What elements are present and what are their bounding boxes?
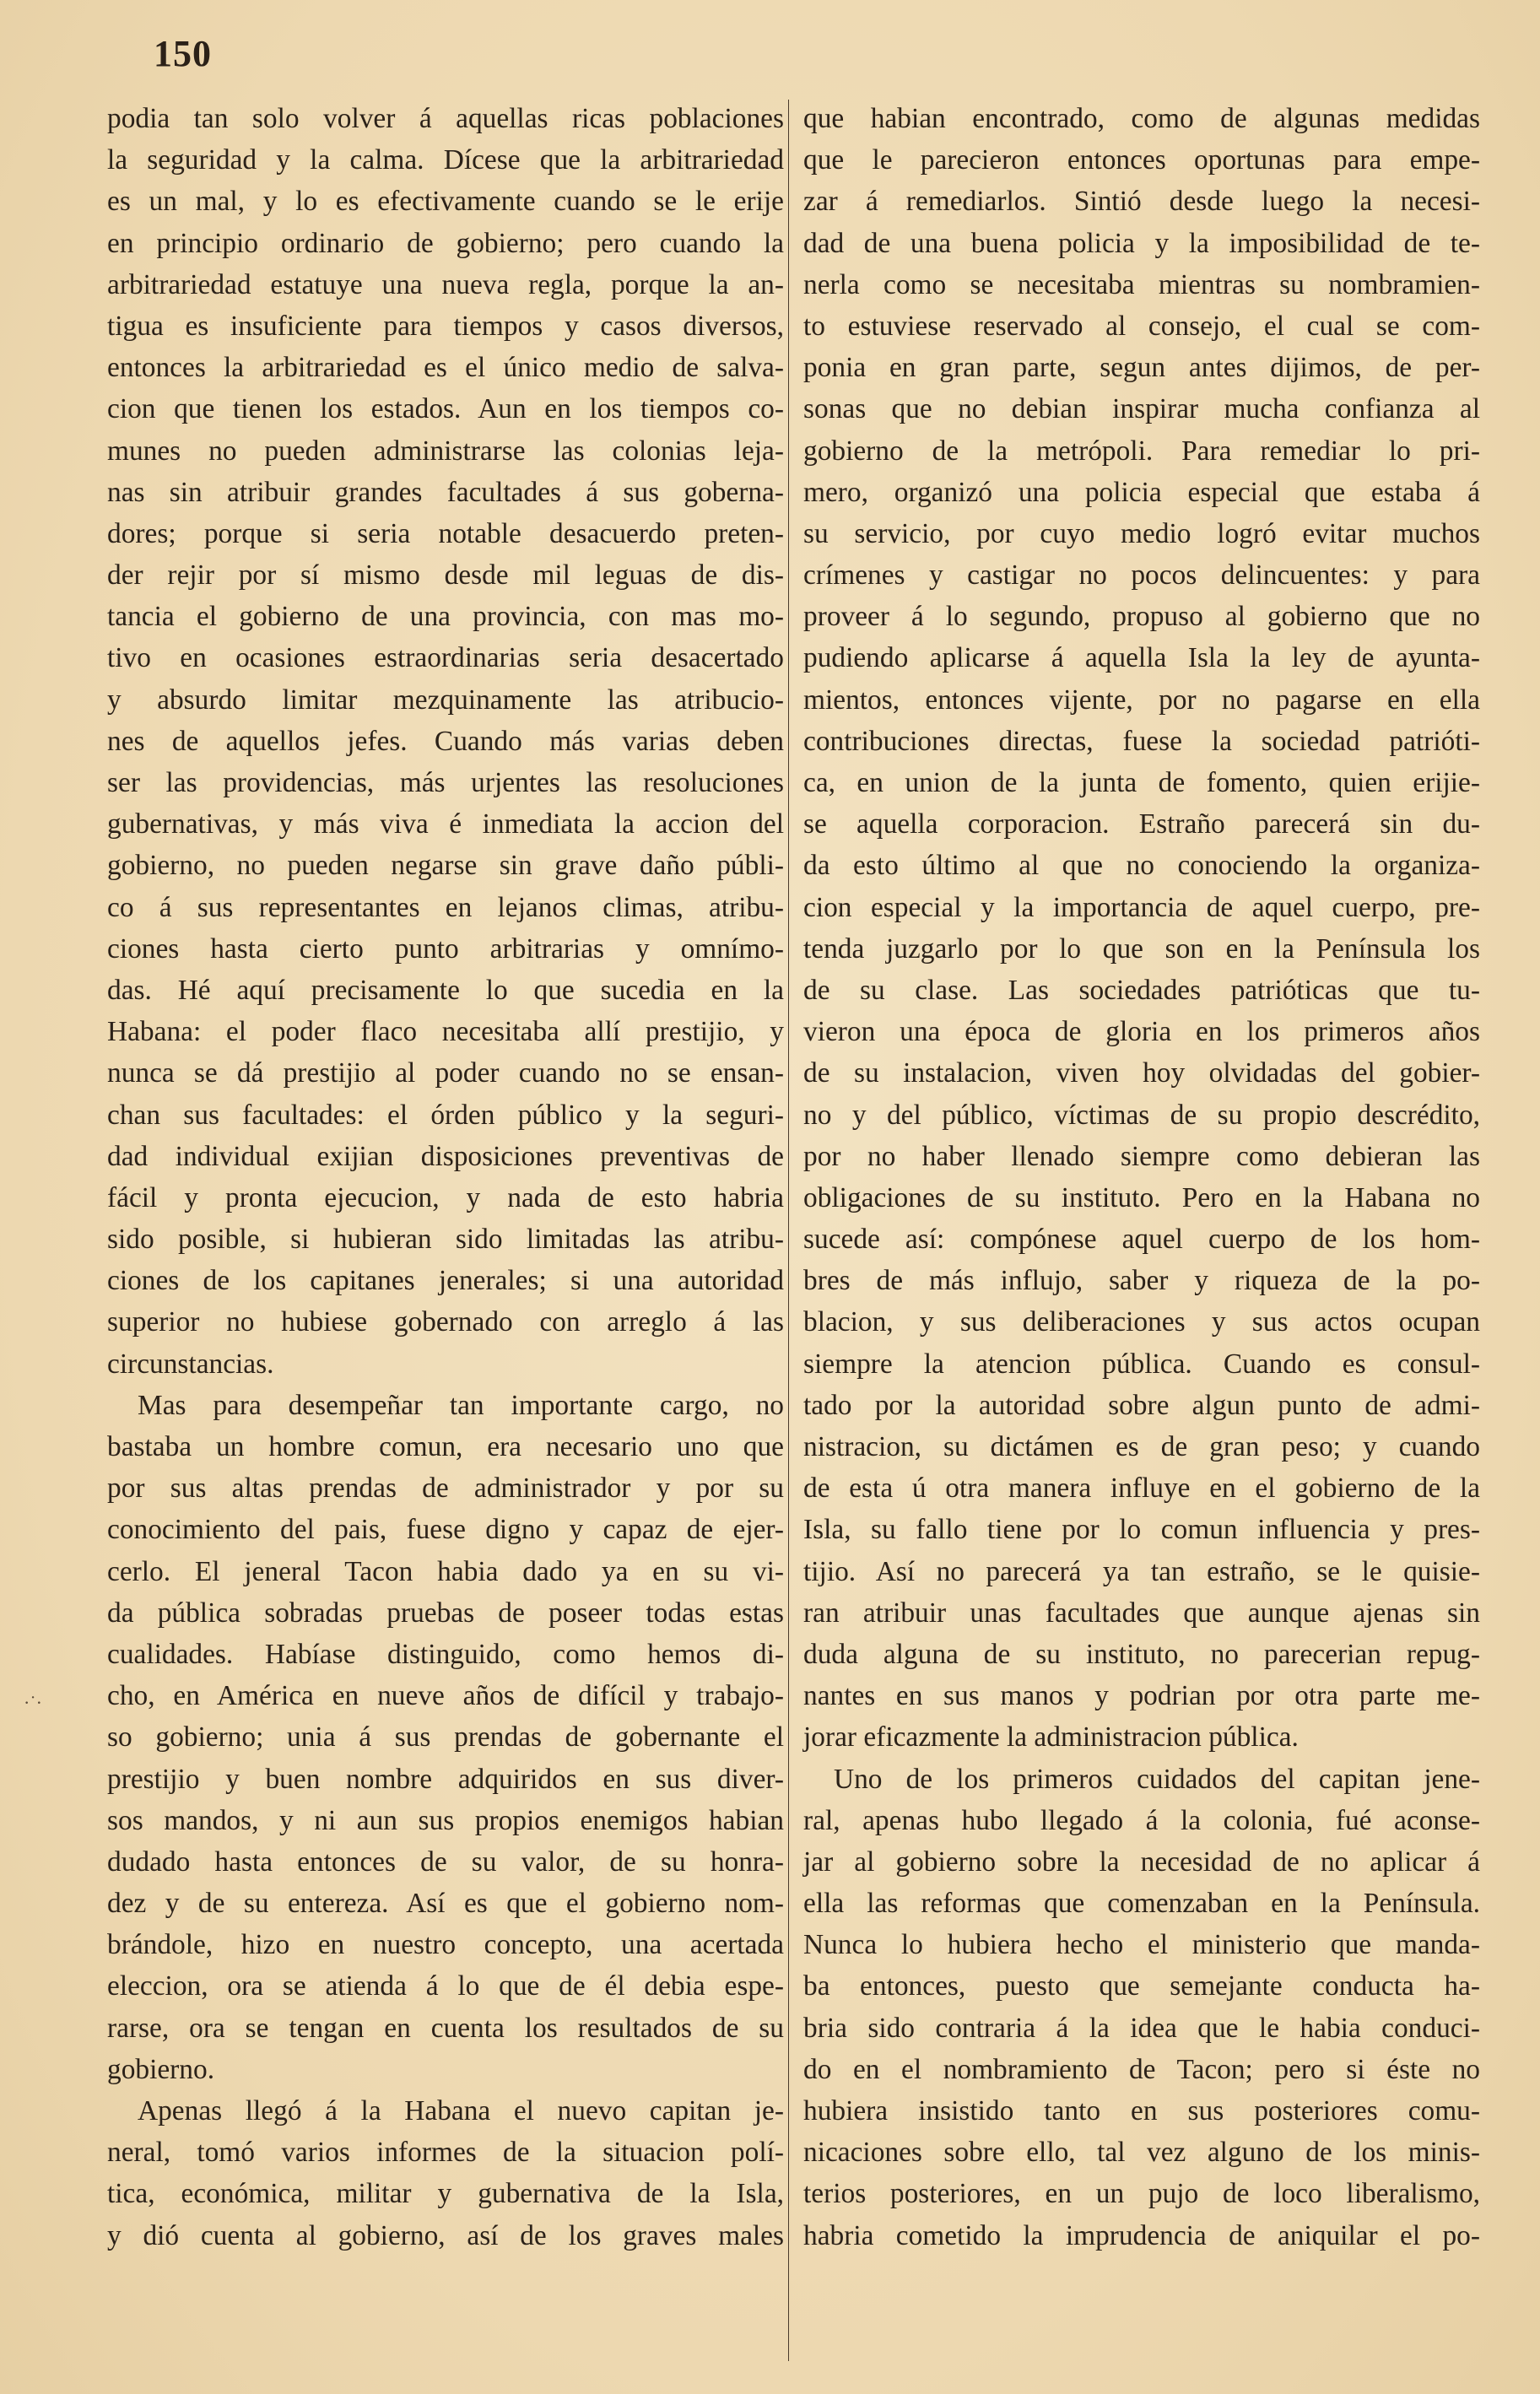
text-line: sonas que no debian inspirar mucha confianza al (803, 393, 1480, 425)
text-line: fácil y pronta ejecucion, y nada de esto habria (107, 1181, 784, 1213)
text-line: gubernativas, y más viva é inmediata la accion del (107, 808, 784, 840)
text-line: blacion, y sus deliberaciones y sus actos ocupan (803, 1306, 1480, 1338)
margin-ink-mark: ·˙· (24, 1692, 42, 1713)
text-line: ella las reformas que comenzaban en la Península. (803, 1888, 1480, 1920)
text-line: tivo en ocasiones estraordinarias seria desacertado (107, 642, 784, 674)
text-line: tenda juzgarlo por lo que son en la Península los (803, 932, 1480, 965)
text-line: ca, en union de la junta de fomento, quien erijie- (803, 767, 1480, 798)
text-line: que habian encontrado, como de algunas medidas (803, 103, 1480, 134)
text-line: terios posteriores, en un pujo de loco liberalismo, (803, 2178, 1480, 2210)
text-line: nunca se dá prestijio al poder cuando no se ensan- (107, 1057, 784, 1089)
text-line: de esta ú otra manera influye en el gobierno de la (803, 1473, 1480, 1505)
text-line: en principio ordinario de gobierno; pero cuando la (107, 227, 784, 259)
text-line: nerla como se necesitaba mientras su nombramien- (803, 268, 1480, 300)
text-line: Nunca lo hubiera hecho el ministerio que manda- (803, 1929, 1480, 1961)
text-line: dez y de su entereza. Así es que el gobierno nom- (107, 1888, 784, 1920)
text-line: co á sus representantes en lejanos climas, atribu- (107, 891, 784, 923)
text-line: mero, organizó una policia especial que estaba á (803, 476, 1480, 508)
text-line: prestijio y buen nombre adquiridos en sus diver- (107, 1763, 784, 1795)
text-line: gobierno de la metrópoli. Para remediar lo pri- (803, 435, 1480, 467)
text-line: Mas para desempeñar tan importante cargo, no (138, 1389, 784, 1421)
text-line: proveer á lo segundo, propuso al gobierno que no (803, 601, 1480, 633)
text-line: sos mandos, y ni aun sus propios enemigos habian (107, 1804, 784, 1836)
text-line: eleccion, ora se atienda á lo que de él debia espe- (107, 1970, 784, 2002)
text-line: se aquella corporacion. Estraño parecerá sin du- (803, 808, 1480, 840)
text-line: mientos, entonces vijente, por no pagarse en ella (803, 684, 1480, 716)
text-line: so gobierno; unia á sus prendas de gobernante el (107, 1721, 784, 1754)
text-line: das. Hé aquí precisamente lo que sucedia en la (107, 974, 784, 1006)
text-line: der rejir por sí mismo desde mil leguas de dis- (107, 559, 784, 592)
text-line: nicaciones sobre ello, tal vez alguno de los minis- (803, 2137, 1480, 2169)
text-line: dad de una buena policia y la imposibilidad de te- (803, 227, 1480, 259)
text-line: tigua es insuficiente para tiempos y casos diversos, (107, 310, 784, 342)
text-line: chan sus facultades: el órden público y la seguri- (107, 1099, 784, 1131)
text-line: hubiera insistido tanto en sus posteriores comu- (803, 2095, 1480, 2126)
text-line: sido posible, si hubieran sido limitadas las atribu- (107, 1224, 784, 1256)
text-line: bastaba un hombre comun, era necesario uno que (107, 1431, 784, 1462)
text-line: gobierno, no pueden negarse sin grave daño públi- (107, 850, 784, 882)
text-line: superior no hubiese gobernado con arreglo á las (107, 1306, 784, 1338)
text-line: cion que tienen los estados. Aun en los tiempos co- (107, 393, 784, 425)
text-line: Isla, su fallo tiene por lo comun influencia y pres- (803, 1514, 1480, 1546)
text-line: ciones hasta cierto punto arbitrarias y omnímo- (107, 932, 784, 965)
text-line: duda alguna de su instituto, no parecerian repug- (803, 1638, 1480, 1670)
text-line: la seguridad y la calma. Dícese que la arbitrariedad (107, 144, 784, 176)
text-line: dores; porque si seria notable desacuerdo preten- (107, 517, 784, 549)
text-line: tado por la autoridad sobre algun punto de admi- (803, 1389, 1480, 1421)
column-divider-rule (788, 100, 789, 2361)
text-line: rarse, ora se tengan en cuenta los resultados de su (107, 2012, 784, 2044)
text-line: por sus altas prendas de administrador y por su (107, 1473, 784, 1505)
text-line: gobierno. (107, 2053, 215, 2085)
text-line: ba entonces, puesto que semejante conducta ha- (803, 1970, 1480, 2002)
text-line: ciones de los capitanes jenerales; si una autoridad (107, 1265, 784, 1297)
text-line: Apenas llegó á la Habana el nuevo capitan je- (138, 2095, 784, 2126)
text-line: y dió cuenta al gobierno, así de los graves males (107, 2219, 784, 2251)
text-line: da esto último al que no conociendo la organiza- (803, 850, 1480, 882)
text-line: nistracion, su dictámen es de gran peso; y cuando (803, 1431, 1480, 1462)
text-line: es un mal, y lo es efectivamente cuando se le erije (107, 186, 784, 218)
text-line: contribuciones directas, fuese la sociedad patrióti- (803, 725, 1480, 757)
text-line: do en el nombramiento de Tacon; pero si éste no (803, 2053, 1480, 2085)
text-line: su servicio, por cuyo medio logró evitar muchos (803, 517, 1480, 549)
text-line: zar á remediarlos. Sintió desde luego la necesi- (803, 186, 1480, 218)
text-line: no y del público, víctimas de su propio descrédito, (803, 1099, 1480, 1131)
text-line: dad individual exijian disposiciones preventivas de (107, 1140, 784, 1172)
text-line: cho, en América en nueve años de difícil y trabajo- (107, 1680, 784, 1712)
text-line: ponia en gran parte, segun antes dijimos, de per- (803, 352, 1480, 384)
text-line: de su clase. Las sociedades patrióticas que tu- (803, 974, 1480, 1006)
text-line: nantes en sus manos y podrian por otra parte me- (803, 1680, 1480, 1712)
text-line: por no haber llenado siempre como debieran las (803, 1140, 1480, 1172)
text-line: y absurdo limitar mezquinamente las atribucio- (107, 684, 784, 716)
text-line: tica, económica, militar y gubernativa de la Isla, (107, 2178, 784, 2210)
text-line: habria cometido la imprudencia de aniquilar el po- (803, 2219, 1480, 2251)
text-line: to estuviese reservado al consejo, el cual se com- (803, 310, 1480, 342)
text-line: circunstancias. (107, 1348, 274, 1380)
text-line: arbitrariedad estatuye una nueva regla, porque la an- (107, 268, 784, 300)
text-line: ral, apenas hubo llegado á la colonia, fué aconse- (803, 1804, 1480, 1836)
text-line: brándole, hizo en nuestro concepto, una acertada (107, 1929, 784, 1961)
right-text-column (803, 98, 1480, 2256)
text-line: Habana: el poder flaco necesitaba allí prestijio, y (107, 1016, 784, 1048)
page-number: 150 (154, 33, 212, 74)
text-line: entonces la arbitrariedad es el único medio de salva- (107, 352, 784, 384)
text-line: obligaciones de su instituto. Pero en la Habana no (803, 1181, 1480, 1213)
text-line: que le parecieron entonces oportunas para empe- (803, 144, 1480, 176)
text-line: da pública sobradas pruebas de poseer todas estas (107, 1597, 784, 1629)
text-line: conocimiento del pais, fuese digno y capaz de ejer- (107, 1514, 784, 1546)
text-line: sucede así: compónese aquel cuerpo de los hom- (803, 1224, 1480, 1256)
text-line: nas sin atribuir grandes facultades á sus goberna- (107, 476, 784, 508)
text-line: pudiendo aplicarse á aquella Isla la ley de ayunta- (803, 642, 1480, 674)
text-line: jorar eficazmente la administracion pública. (803, 1721, 1299, 1754)
text-line: ser las providencias, más urjentes las resoluciones (107, 767, 784, 798)
text-line: tijio. Así no parecerá ya tan estraño, se le quisie- (803, 1555, 1480, 1587)
text-line: bria sido contraria á la idea que le habia conduci- (803, 2012, 1480, 2044)
text-line: cualidades. Habíase distinguido, como hemos di- (107, 1638, 784, 1670)
text-line: cerlo. El jeneral Tacon habia dado ya en su vi- (107, 1555, 784, 1587)
text-line: ran atribuir unas facultades que aunque ajenas sin (803, 1597, 1480, 1629)
text-line: crímenes y castigar no pocos delincuentes: y para (803, 559, 1480, 592)
text-line: neral, tomó varios informes de la situacion polí- (107, 2137, 784, 2169)
text-line: jar al gobierno sobre la necesidad de no aplicar á (803, 1845, 1480, 1878)
text-line: podia tan solo volver á aquellas ricas poblaciones (107, 103, 784, 134)
text-line: dudado hasta entonces de su valor, de su honra- (107, 1845, 784, 1878)
text-line: munes no pueden administrarse las colonias leja- (107, 435, 784, 467)
text-line: de su instalacion, viven hoy olvidadas del gobier- (803, 1057, 1480, 1089)
text-line: tancia el gobierno de una provincia, con mas mo- (107, 601, 784, 633)
text-line: nes de aquellos jefes. Cuando más varias deben (107, 725, 784, 757)
text-line: bres de más influjo, saber y riqueza de la po- (803, 1265, 1480, 1297)
text-line: siempre la atencion pública. Cuando es consul- (803, 1348, 1480, 1380)
text-line: cion especial y la importancia de aquel cuerpo, pre- (803, 891, 1480, 923)
text-line: vieron una época de gloria en los primeros años (803, 1016, 1480, 1048)
left-text-column (107, 98, 784, 2256)
text-line: Uno de los primeros cuidados del capitan jene- (834, 1763, 1480, 1795)
